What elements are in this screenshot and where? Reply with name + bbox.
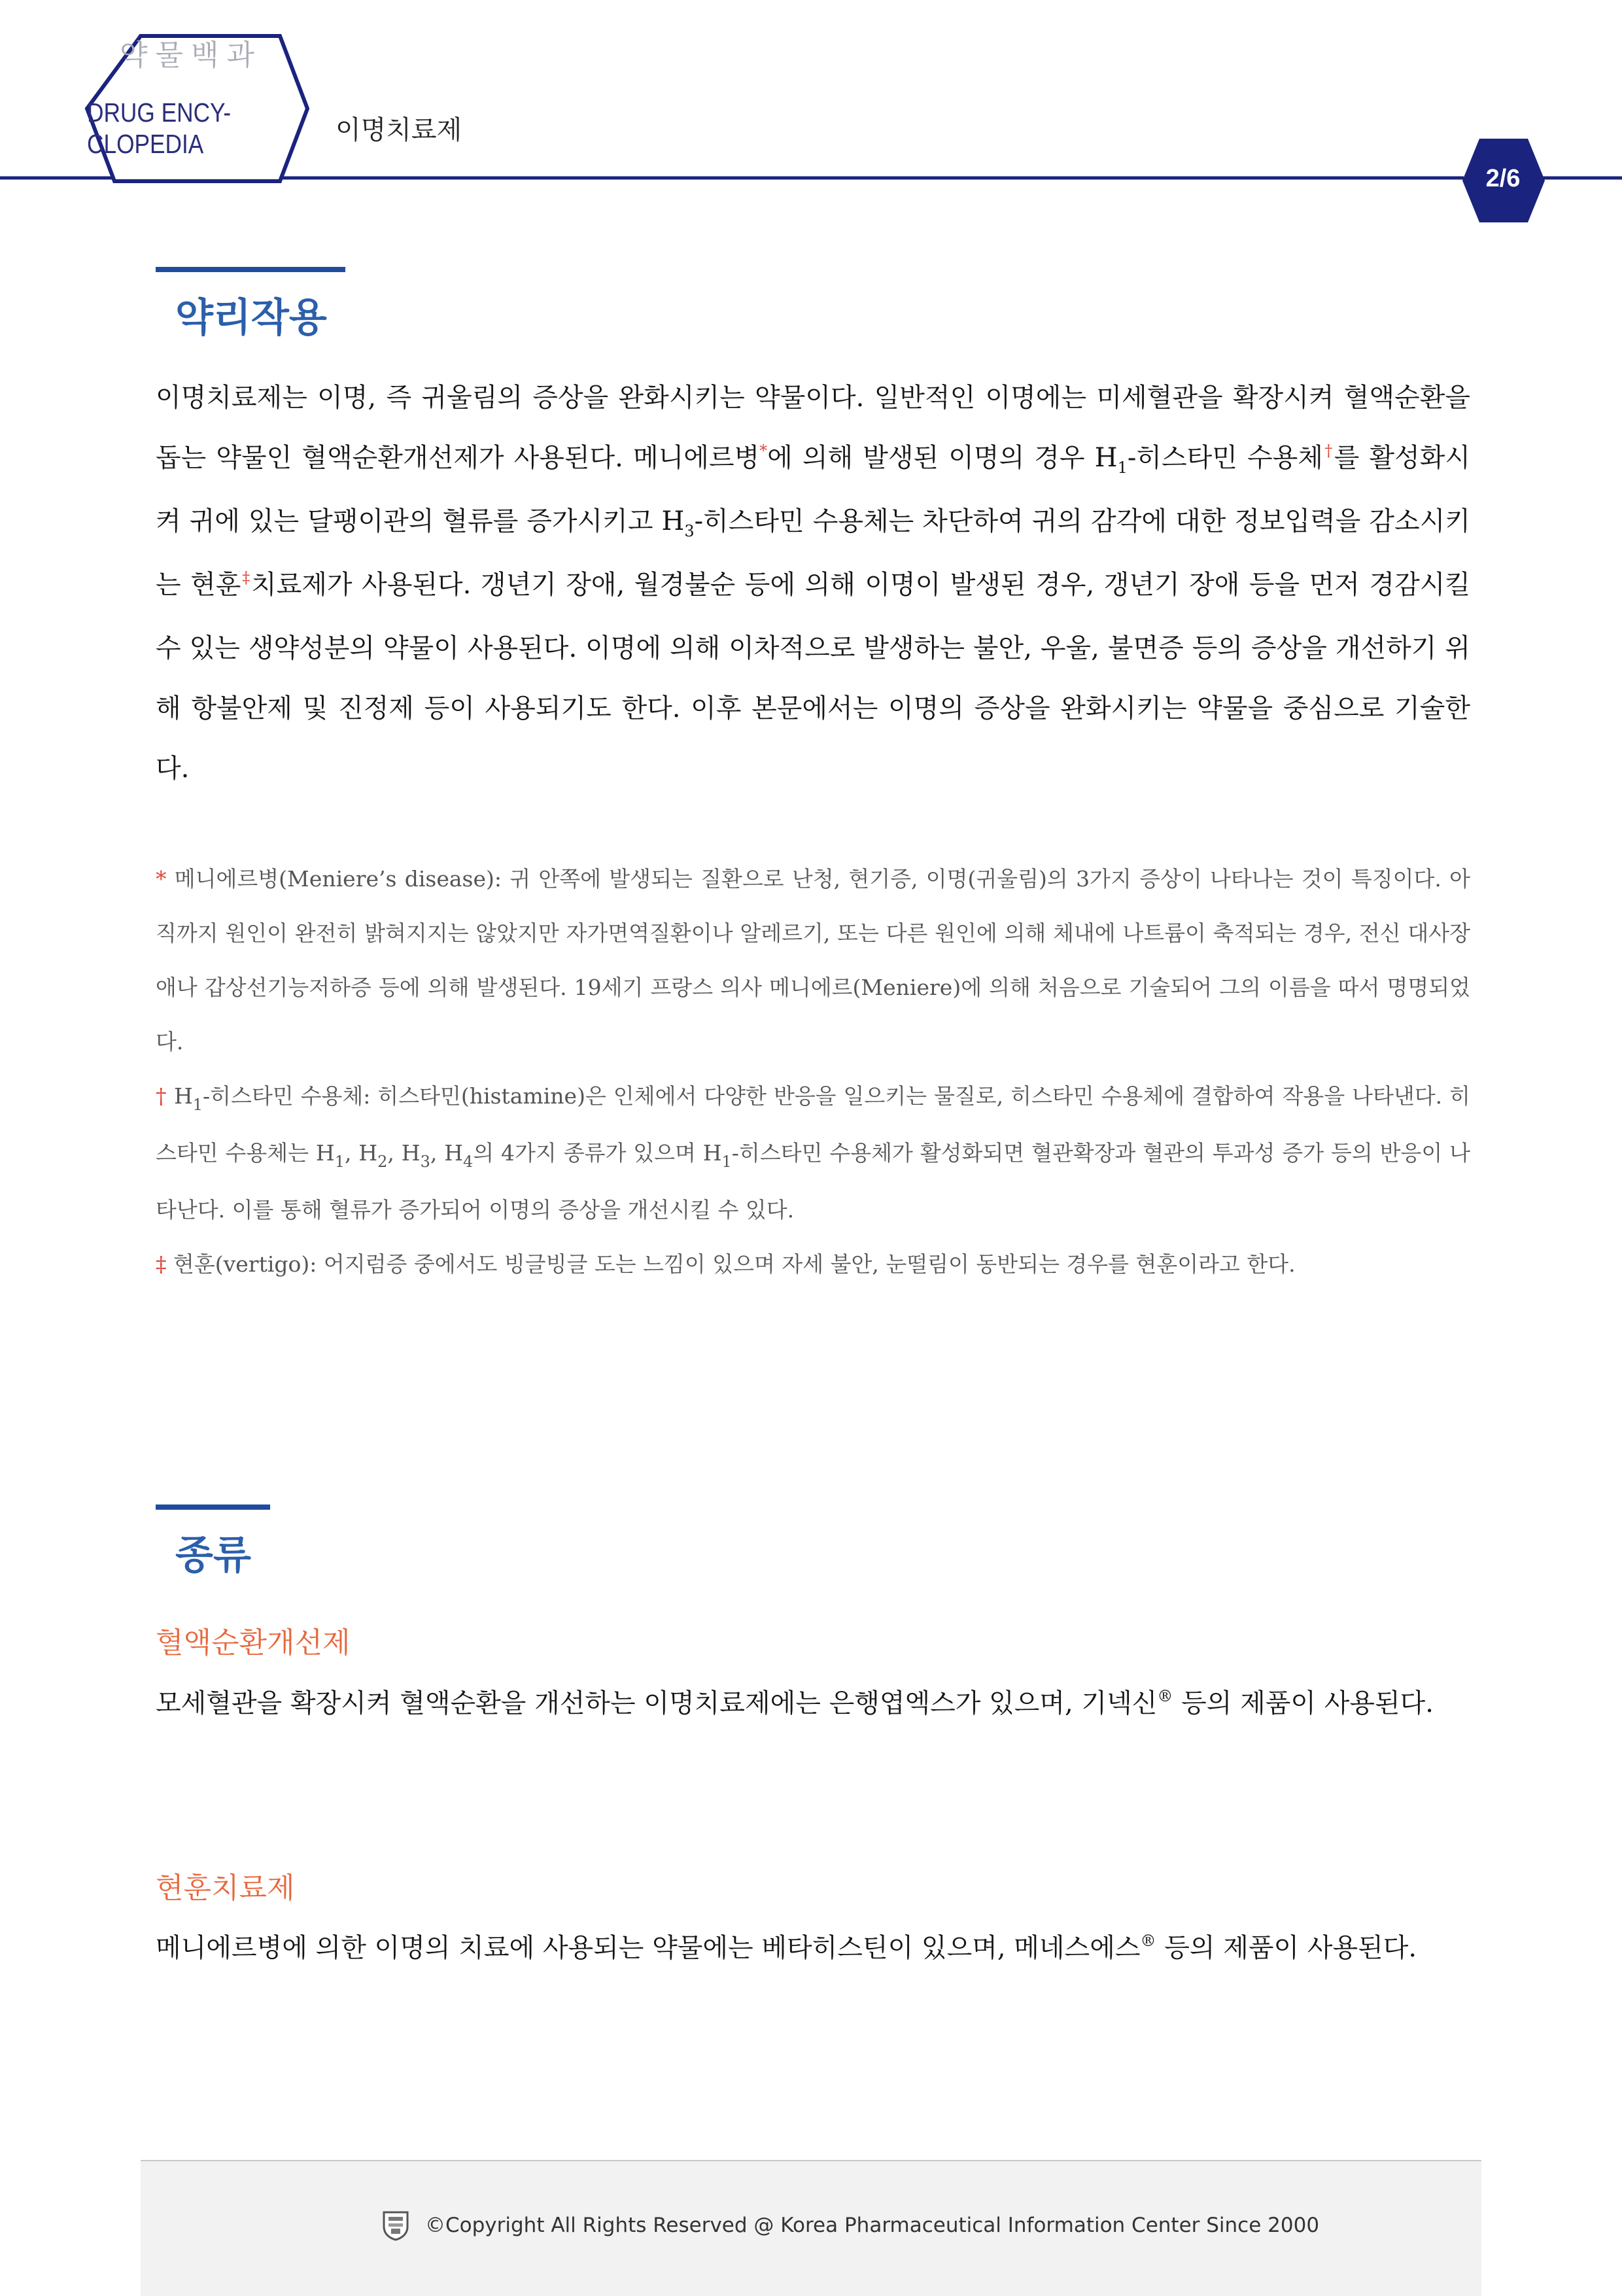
dagger-mark: † — [1322, 442, 1334, 460]
footnotes — [156, 852, 1470, 1291]
section-bar-pharmacology — [156, 267, 345, 272]
footnote-vertigo: ‡ 현훈(vertigo): 어지럼증 중에서도 빙글빙글 도는 느낌이 있으며 자세 불안, 눈떨림이 동반되는 경우를 현훈이라고 한다. — [156, 1251, 1296, 1277]
section-bar-types — [156, 1505, 270, 1510]
footnote-meniere: * 메니에르병(Meniere’s disease): 귀 안쪽에 발생되는 질환으로 난청, 현기증, 이명(귀울림)의 3가지 증상이 나타나는 것이 특징이다. 아직까지 원인이 완전히 밝혀지지는 않았지만 자가면역질환이나 알레르기, 또는 다른 원인에 의해 체내에 나트륨이 축적되는 경우, 전신 대사장애나 갑상선기능저하증 등에 의해 발생된다. 19세기 프랑스 의사 메니에르(Meniere)에 의해 처음으로 기술되어 그의 이름을 따서 명명되었다. — [156, 866, 1470, 1054]
subsection-title-vertigo: 현훈치료제 — [156, 1871, 295, 1905]
document-title: 이명치료제 — [336, 115, 462, 145]
page-indicator: 2/6 — [1485, 165, 1521, 192]
copyright-text: ©Copyright All Rights Reserved @ Korea Pharmaceutical Information Center Since 2000 — [425, 2214, 1320, 2237]
logo-korean: 약물백과 — [120, 39, 263, 72]
circulation-paragraph: 모세혈관을 확장시켜 혈액순환을 개선하는 이명치료제에는 은행엽엑스가 있으며, 기넥신® 등의 제품이 사용된다. — [156, 1687, 1434, 1718]
logo-english-line-1: DRUG ENCY- — [87, 97, 232, 128]
subsection-title-circulation: 혈액순환개선제 — [156, 1626, 351, 1660]
asterisk-mark: * — [759, 442, 768, 460]
shield-emblem-icon — [383, 2211, 409, 2241]
section-title-pharmacology: 약리작용 — [175, 295, 327, 341]
double-dagger-mark: ‡ — [241, 568, 251, 587]
pharmacology-paragraph: 이명치료제는 이명, 즉 귀울림의 증상을 완화시키는 약물이다. 일반적인 이명에는 미세혈관을 확장시켜 혈액순환을 돕는 약물인 혈액순환개선제가 사용된다. 메니에르병*에 의해 발생된 이명의 경우 $H_1-$히스타민 수용체†를 활성화시켜 귀에 있는 달팽이관의 혈류를 증가시키고 $H_3-$히스타민 수용체는 차단하여 귀의 감각에 대한 정보입력을 감소시키는 현훈‡치료제가 사용된다. 갱년기 장애, 월경불순 등에 의해 이명이 발생된 경우, 갱년기 장애 등을 먼저 경감시킬 수 있는 생약성분의 약물이 사용된다. 이명에 의해 이차적으로 발생하는 불안, 우울, 불면증 등의 증상을 개선하기 위해 항불안제 및 진정제 등이 사용되기도 한다. 이후 본문에서는 이명의 증상을 완화시키는 약물을 중심으로 기술한다. — [156, 383, 1471, 784]
section-title-types: 종류 — [175, 1533, 251, 1578]
vertigo-paragraph: 메니에르병에 의한 이명의 치료에 사용되는 약물에는 베타히스틴이 있으며, 메네스에스® 등의 제품이 사용된다. — [156, 1932, 1417, 1963]
footnote-h1-receptor: † $H_1-$히스타민 수용체: 히스타민(histamine)은 인체에서 다양한 반응을 일으키는 물질로, 히스타민 수용체에 결합하여 작용을 나타낸다. 히스타민 수용체는 $H_1$, $H_2$, $H_3$, $H_4$의 4가지 종류가 있으며 $H_1-$히스타민 수용체가 활성화되면 혈관확장과 혈관의 투과성 증가 등의 반응이 나타난다. 이를 통해 혈류가 증가되어 이명의 증상을 개선시킬 수 있다. — [156, 1083, 1470, 1223]
logo-english — [87, 97, 245, 160]
logo-english-line-2: CLOPEDIA — [87, 129, 204, 159]
